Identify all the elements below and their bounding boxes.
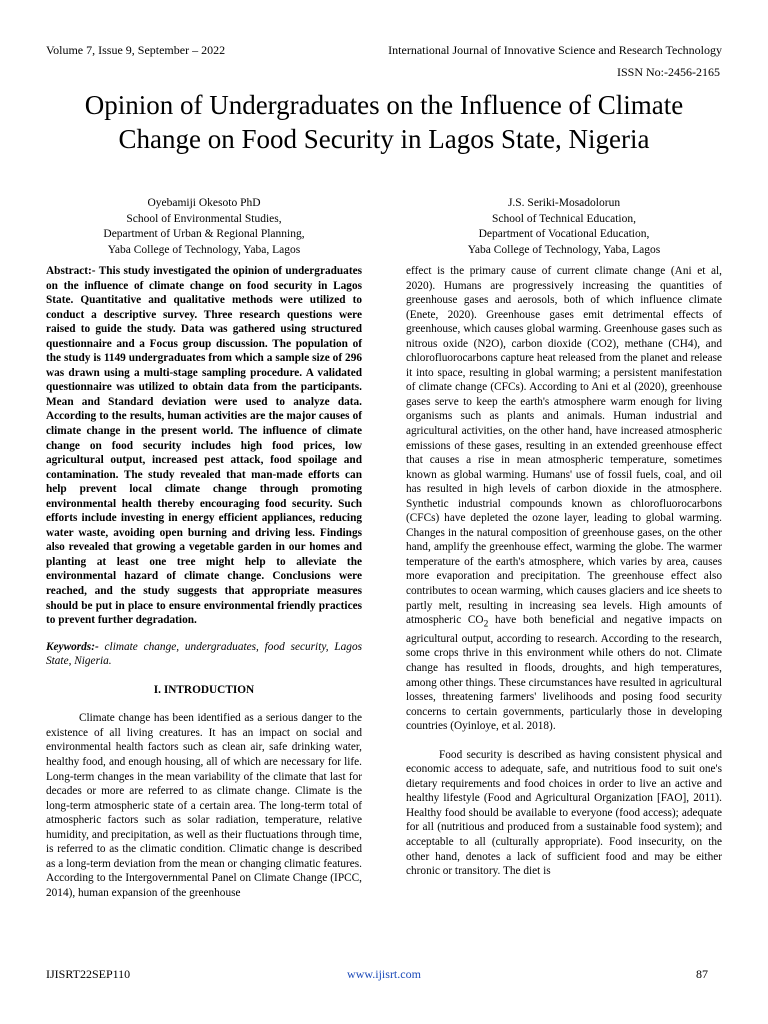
keywords-text: climate change, undergraduates, food security, Lagos State, Nigeria. xyxy=(46,640,362,668)
journal-name: International Journal of Innovative Science and Research Technology xyxy=(388,43,722,57)
journal-url-link[interactable]: www.ijisrt.com xyxy=(347,967,421,981)
author-block-1 xyxy=(46,196,362,258)
author-block-2 xyxy=(406,196,722,258)
page-number: 87 xyxy=(696,967,708,981)
body-paragraph xyxy=(406,264,722,734)
right-column xyxy=(406,264,722,879)
intro-paragraph: Climate change has been identified as a serious danger to the existence of all living creatures. It has an impact on social and environmental health factors such as clean air, safe drinking water, healthy food, and enough housing, all of which are necessary for life. Long-term changes in the mean variability of the climate that last for decades or more are referred to as climate change. Climate is the long-term atmospheric state of a certain area. The long-term total of atmospheric factors such as solar radiation, temperature, relative humidity, and precipitation, as well as their fluctuations through time, is referred to as the climatic condition. Climatic change is described as a long-term deviation from the mean or changing climatic features. According to the Intergovernmental Panel on Climate Change (IPCC, 2014), human expansion of the greenhouse xyxy=(46,712,362,899)
author-affiliation: School of Environmental Studies, xyxy=(126,212,282,225)
author-name: J.S. Seriki-Mosadolorun xyxy=(507,197,621,209)
paper-code: IJISRT22SEP110 xyxy=(46,967,131,981)
abstract: Abstract:- This study investigated the opinion of undergraduates on the influence of climate change on food security in Lagos State. Quantitative and qualitative methods were utilized to conduct a descriptive survey. Three research questions were raised to guide the study. Data was gathered using structured questionnaire and a Focus group discussion. The population of the study is 1149 undergraduates from which a sample size of 296 was drawn using a multi-stage sampling procedure. A validated questionnaire was utilized to obtain data from the participants. Mean and Standard deviation were used to analyze data. According to the results, human activities are the major causes of climate change in the present world. The influence of climate change on food security includes high food prices, low agricultural output, increased pest attack, food spoilage and contamination. The study revealed that man-made efforts can help prevent local climate change through promoting environmental health thereby encouraging food security. Such efforts include investing in energy efficient appliances, reducing water waste, avoiding open burning and driving less. Findings also revealed that growing a vegetable garden in our homes and planting at least one tree might help to alleviate the environmental hazard of climate change. Conclusions were reached, and the study suggests that appropriate measures should be put in place to ensure environmental friendly practices to prevent further degradation. xyxy=(46,265,362,627)
paper-title: Opinion of Undergraduates on the Influence of Climate Change on Food Security in Lagos State, Nigeria xyxy=(84,90,684,154)
journal-volume: Volume 7, Issue 9, September – 2022 xyxy=(46,43,226,57)
body-text: have both beneficial and negative impacts on agricultural output, according to research. According to the research, some crops thrive in this environment while others do not. Climate change has resulted in floods, droughts, and high temperatures, among other things. These circumstances have resulted in agricultural losses, threatening farmers' livelihoods and posing food security concerns to certain governments, particularly those in developing countries (Oyinloye, et al. 2018). xyxy=(406,614,722,733)
issn: ISSN No:-2456-2165 xyxy=(616,65,720,79)
author-affiliation: Yaba College of Technology, Yaba, Lagos xyxy=(467,243,661,256)
author-affiliation: Department of Urban & Regional Planning, xyxy=(103,228,305,241)
left-column xyxy=(46,264,362,900)
keywords xyxy=(46,640,362,669)
author-affiliation: School of Technical Education, xyxy=(492,212,636,225)
author-affiliation: Department of Vocational Education, xyxy=(478,228,650,241)
body-text: effect is the primary cause of current climate change (Ani et al, 2020). Humans are progressively increasing the quantities of greenhouse gases and aerosols, both of which influence climate (Enete, 2020). Greenhouse gases emit detrimental effects of greenhouse, which causes global warming. Greenhouse gases such as nitrous oxide (N2O), carbon dioxide (CO2), methane (CH4), and chlorofluorocarbons capture heat released from the planet and release it into space, resulting in global warming; a persistent manifestation of climate change (CFCs). According to Ani et al (2020), greenhouse gases serve to keep the earth's atmosphere warm enough for living organisms such as plants and animals. Human industrial and agricultural activities, on the other hand, have increased atmospheric emissions of these gases, resulting in an extended greenhouse effect that causes a rise in mean atmospheric temperature, sometimes known as global warming. Humans' use of fossil fuels, coal, and oil has resulted in high levels of carbon dioxide in the atmosphere. Synthetic industrial compounds known as chlorofluorocarbons (CFCs) have depleted the ozone layer, leading to global warming. Changes in the natural composition of greenhouse gases, on the other hand, amplify the greenhouse effect, warming the globe. The warmer temperature of the earth's atmosphere, which varies by area, causes more evaporation and precipitation. The greenhouse effect also contributes to ocean warming, which causes glaciers and ice sheets to partly melt, resulting in increasing sea levels. High amounts of atmospheric CO xyxy=(406,265,722,627)
author-name: Oyebamiji Okesoto PhD xyxy=(147,197,261,209)
section-heading: I. INTRODUCTION xyxy=(153,683,255,696)
author-affiliation: Yaba College of Technology, Yaba, Lagos xyxy=(107,243,301,256)
co2-subscript: 2 xyxy=(483,619,489,630)
body-paragraph: Food security is described as having consistent physical and economic access to adequate, safe, and nutritious food to suit one's dietary requirements and food choices in order to live an active and healthy lifestyle (Food and Agricultural Organization [FAO], 2011). Healthy food should be available to everyone (food access); adequate for all (nutritious and produced from a sustainable food system); and acceptable to all (culturally appropriate). Food insecurity, on the other hand, denotes a lack of sufficient food and may be either chronic or transitory. The diet is xyxy=(406,748,722,878)
keywords-label: Keywords:- xyxy=(46,640,99,653)
